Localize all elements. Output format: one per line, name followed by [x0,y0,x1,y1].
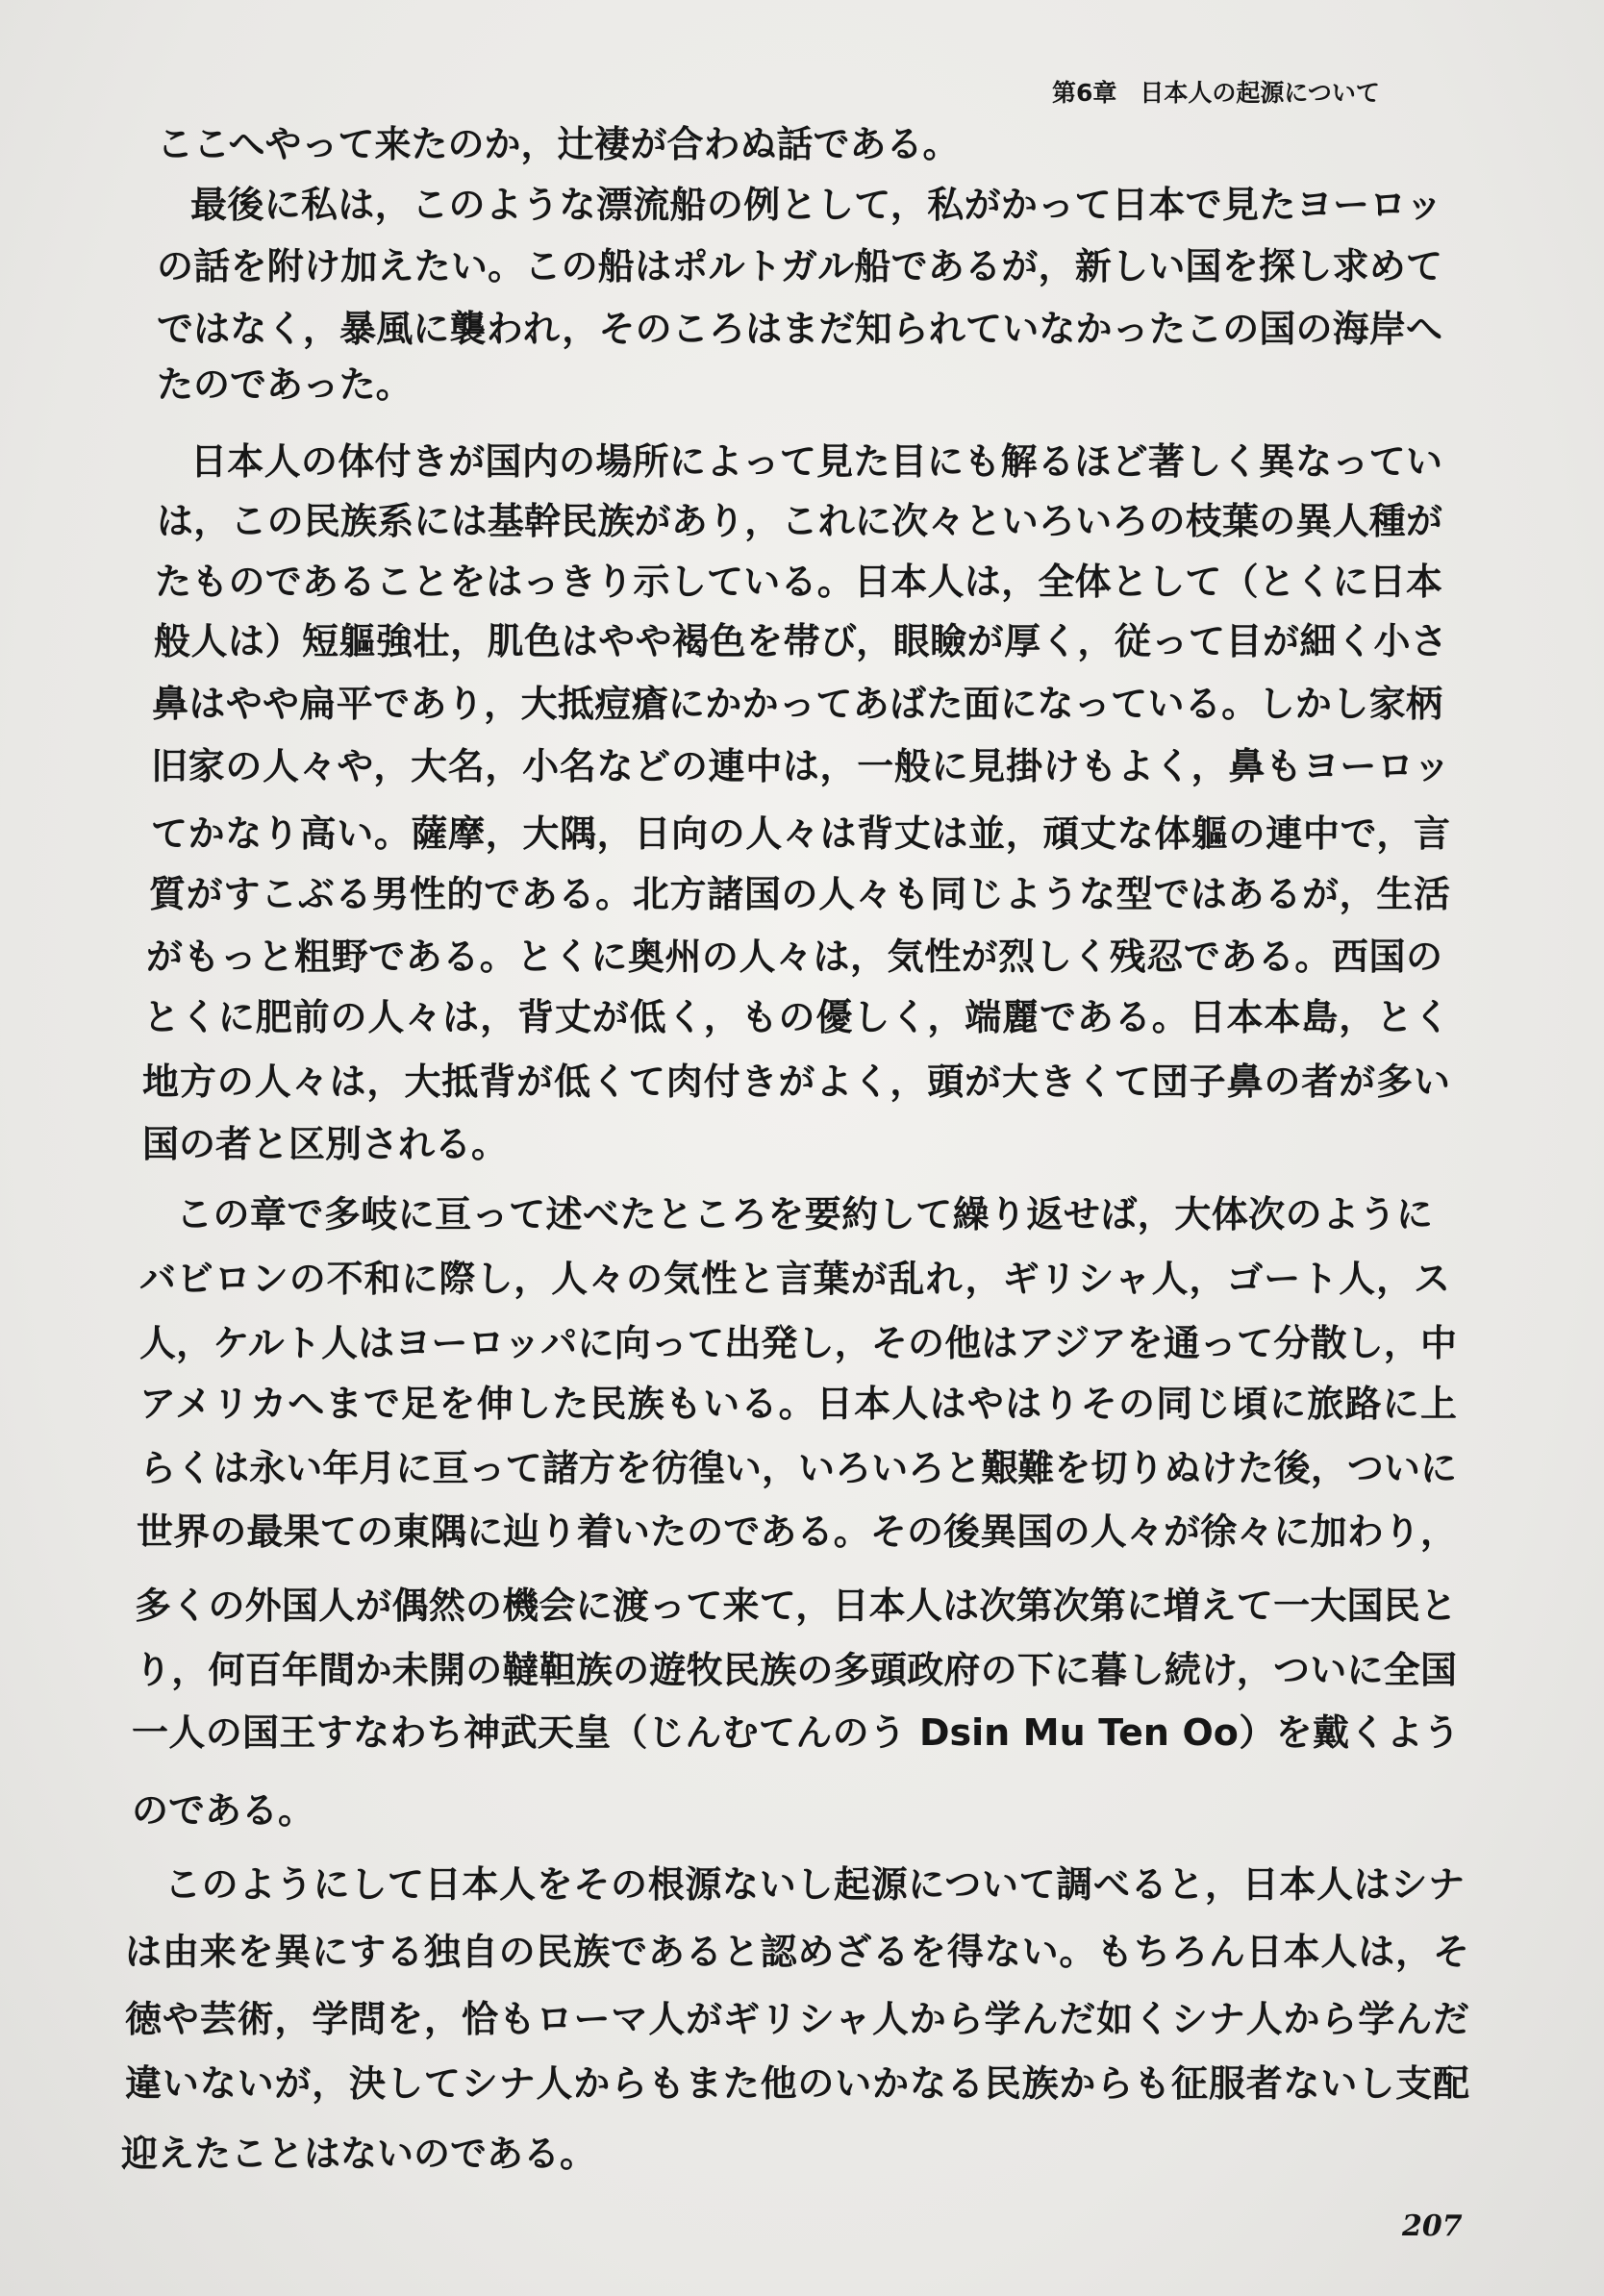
text-line-with-footnote [154,616,1447,666]
text-line: 地方の人々は，大抵背が低くて肉付きがよく，頭が大きくて団子鼻の者が多い [142,1061,1450,1103]
text-line: アメリカへまで足を伸した民族もいる。日本人はやはりその同じ頃に旅路に上 [139,1383,1457,1425]
text-line: 違いないが，決してシナ人からもまた他のいかなる民族からも征服者ないし支配 [125,2062,1469,2105]
text-line: 国の者と区別される。 [142,1123,509,1165]
text-line: たのであった。 [157,363,413,406]
text-line: らくは永い年月に亘って諸方を彷徨い，いろいろと艱難を切りぬけた後，ついに [139,1447,1457,1489]
text-line: は由来を異にする独自の民族であると認めざるを得ない。もちろん日本人は，そ [125,1931,1469,1973]
text-line: バビロンの不和に際し，人々の気性と言葉が乱れ，ギリシャ人，ゴート人，ス [139,1258,1450,1300]
text-line: 多くの外国人が偶然の機会に渡って来て，日本人は次第次第に増えて一大国民と [135,1585,1457,1627]
text-line: 迎えたことはないのである。 [121,2133,597,2175]
text-line: の話を附け加えたい。この船はポルトガル船であるが，新しい国を探し求めて [157,245,1442,287]
text-line: は，この民族系には基幹民族があり，これに次々といろいろの枝葉の異人種が [157,500,1442,542]
text-line: 旧家の人々や，大名，小名などの連中は，一般に見掛けもよく，鼻もヨーロッ [151,745,1450,787]
text-line: ではなく，暴風に襲われ，そのころはまだ知られていなかったこの国の海岸へ [157,308,1442,350]
chapter-number: 第6章 [1052,79,1117,107]
text-line: ここへやって来たのか，辻褄が合わぬ話である。 [157,123,960,165]
running-header [1052,77,1417,110]
text-line: り，何百年間か未開の韃靼族の遊牧民族の多頭政府の下に暮し続け，ついに全国 [135,1649,1457,1691]
text-line: この章で多岐に亘って述べたところを要約して繰り返せば，大体次のように [176,1193,1433,1235]
text-line: このようにして日本人をその根源ないし起源について調べると，日本人はシナ [164,1863,1465,1906]
text-line: 人，ケルト人はヨーロッパに向って出発し，その他はアジアを通って分散し，中 [139,1322,1457,1364]
text-line: 徳や芸術，学問を，恰もローマ人がギリシャ人から学んだ如くシナ人から学んだ [125,1998,1469,2040]
page-number: 207 [1402,2209,1463,2243]
text-line: 般人は）短軀強壮，肌色はやや褐色を帯び，眼瞼が厚く，従って目が細く小さ [154,620,1447,662]
text-line: とくに肥前の人々は，背丈が低く，もの優しく，端麗である。日本本島，とく [143,996,1450,1038]
text-line: のである。 [132,1789,315,1832]
text-line: 日本人の体付きが国内の場所によって見た目にも解るほど著しく異なってい [190,440,1442,483]
text-line: 鼻はやや扁平であり，大抵痘瘡にかかってあばた面になっている。しかし家柄 [152,683,1442,725]
text-line: 質がすこぶる男性的である。北方諸国の人々も同じような型ではあるが，生活 [149,873,1450,915]
text-line: たものであることをはっきり示している。日本人は，全体として（とくに日本 [155,561,1442,603]
text-line: 一人の国王すなわち神武天皇（じんむてんのう Dsin Mu Ten Oo）を戴くよう [132,1711,1460,1754]
text-line: がもっと粗野である。とくに奥州の人々は，気性が烈しく残忍である。西国の [146,936,1442,978]
text-line: 最後に私は，このような漂流船の例として，私がかって日本で見たヨーロッ [190,184,1442,226]
text-line: てかなり高い。薩摩，大隅，日向の人々は背丈は並，頑丈な体軀の連中で，言 [151,812,1450,855]
text-line: 世界の最果ての東隅に辿り着いたのである。その後異国の人々が徐々に加わり， [137,1510,1457,1553]
chapter-title: 日本人の起源について [1140,79,1380,107]
